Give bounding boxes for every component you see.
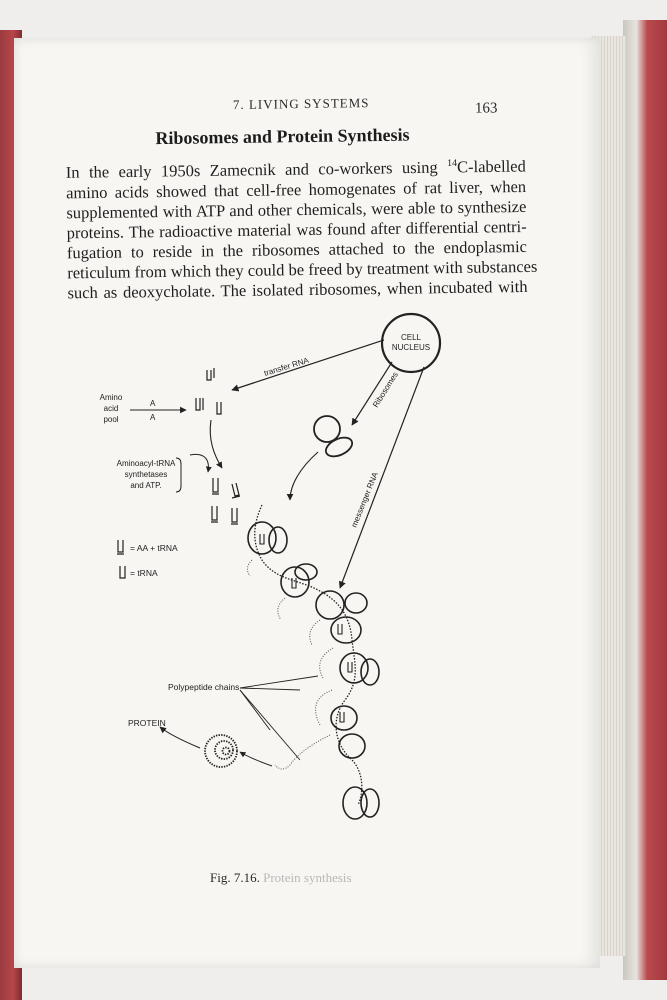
folded-protein: [205, 735, 237, 767]
caption-text: Protein synthesis: [263, 870, 352, 885]
legend-charged-label: = AA + tRNA: [130, 543, 178, 553]
amino-acid-pool-label: pool: [103, 415, 119, 424]
protein-label: PROTEIN: [128, 718, 166, 728]
book-cover-right: [623, 20, 667, 980]
page-number: 163: [474, 100, 498, 117]
paragraph-line: proteins. The radioactive material was found after differential centri-: [66, 216, 527, 242]
synthetases-label: Aminoacyl-tRNA: [116, 459, 176, 468]
figure-caption: [210, 870, 352, 886]
protein-arrow: [160, 727, 200, 748]
paragraph-line: In the early 1950s Zamecnik and co-workers using $^{14}$C-labelled: [65, 156, 526, 182]
polypeptide-chains-label: Polypeptide chains: [168, 682, 240, 692]
synthetases-label: and ATP.: [130, 481, 162, 490]
pathway-arrow: [210, 420, 222, 468]
isotope-superscript: 14: [446, 157, 458, 170]
ribosomes-label: Ribosomes: [371, 370, 400, 410]
trna-glyph: [196, 368, 221, 414]
amino-acid-letter: A: [150, 399, 156, 408]
nascent-chains: [247, 560, 333, 769]
book-page: [14, 38, 600, 968]
messenger-rna-label: messenger RNA: [349, 470, 380, 529]
amino-acid-letter: A: [150, 413, 156, 422]
protein-synthesis-diagram: [14, 38, 484, 828]
polypeptide-pointers: [240, 676, 318, 760]
paragraph-line: supplemented with ATP and other chemicals, were able to synthesize: [66, 196, 527, 222]
paragraph-line: such as deoxycholate. The isolated ribosomes, when incubated with: [67, 276, 528, 302]
protein-release-arrow: [240, 752, 272, 766]
ribosome-arrow: [290, 452, 318, 500]
legend-trna-glyph: [120, 566, 125, 578]
cell-nucleus-label: NUCLEUS: [391, 343, 431, 352]
synthetases-label: synthetases: [124, 470, 168, 479]
amino-acid-pool-label: Amino: [99, 393, 123, 402]
ribosome-small-subunit: [323, 434, 355, 460]
synthetases-bracket: [176, 458, 181, 492]
bound-trna-glyphs: [260, 534, 352, 722]
section-title: Ribosomes and Protein Synthesis: [155, 124, 410, 149]
paragraph-line: reticulum from which they could be freed by treatment with substances: [67, 256, 538, 282]
amino-acid-pool-label: acid: [103, 404, 119, 413]
synthetases-arrow: [190, 454, 208, 472]
legend-charged-glyph: [117, 540, 124, 554]
charged-trna-glyph: [211, 478, 240, 524]
cell-nucleus-label: CELL: [400, 333, 422, 342]
caption-label: Fig. 7.16.: [210, 870, 260, 885]
transfer-rna-arrow: [232, 340, 384, 390]
paragraph-line: amino acids showed that cell-free homogenates of rat liver, when: [65, 176, 527, 202]
legend-trna-label: = tRNA: [130, 568, 158, 578]
paragraph-line: fugation to reside in the ribosomes attached to the endoplasmic: [66, 236, 528, 262]
transfer-rna-label: transfer RNA: [262, 355, 310, 378]
ribosome-large-subunit: [314, 416, 340, 442]
running-header: 7. LIVING SYSTEMS: [232, 95, 370, 113]
